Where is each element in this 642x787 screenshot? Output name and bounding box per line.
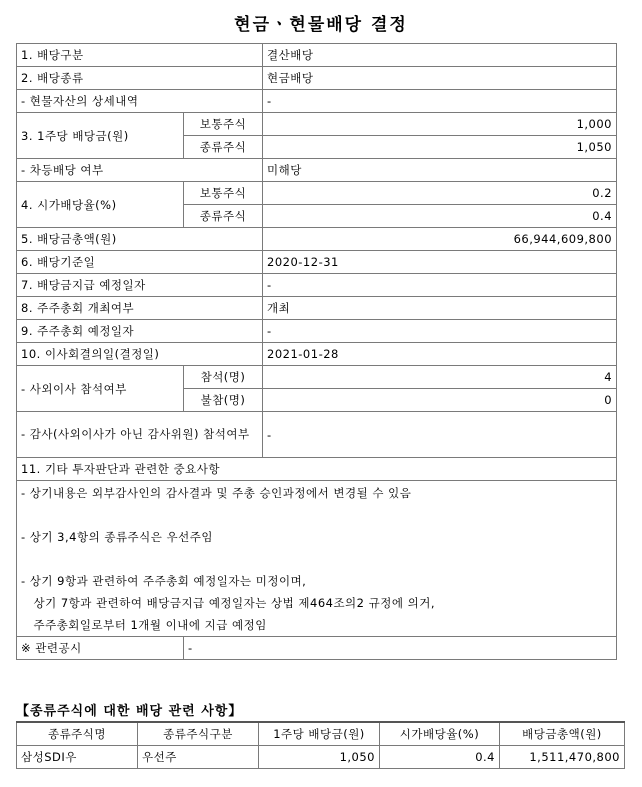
table-row	[17, 182, 617, 205]
row-label: - 감사(사외이사가 아닌 감사위원) 참석여부	[17, 412, 263, 458]
row-value: 개최	[263, 297, 617, 320]
preferred-section-heading: 【종류주식에 대한 배당 관련 사항】	[16, 704, 243, 719]
column-header: 1주당 배당금(원)	[259, 722, 380, 746]
table-row	[17, 366, 617, 389]
row-value: -	[263, 274, 617, 297]
preferred-dividend-table	[16, 721, 625, 769]
row-label: 2. 배당종류	[17, 67, 263, 90]
table-header-row	[17, 722, 625, 746]
row-label: 6. 배당기준일	[17, 251, 263, 274]
section-heading: 11. 기타 투자판단과 관련한 중요사항	[17, 458, 617, 481]
table-row	[17, 297, 617, 320]
dividend-decision-table	[16, 43, 617, 660]
table-row	[17, 481, 617, 637]
row-label: 7. 배당금지급 예정일자	[17, 274, 263, 297]
row-label: ※ 관련공시	[17, 637, 184, 660]
sub-label: 불참(명)	[184, 389, 263, 412]
row-label: 4. 시가배당율(%)	[17, 182, 184, 228]
row-value: 현금배당	[263, 67, 617, 90]
row-value: 미해당	[263, 159, 617, 182]
table-row	[17, 343, 617, 366]
sub-label: 참석(명)	[184, 366, 263, 389]
table-row	[17, 251, 617, 274]
table-cell: 삼성SDI우	[17, 746, 138, 769]
table-cell: 1,050	[259, 746, 380, 769]
row-value: 1,000	[263, 113, 617, 136]
row-value: -	[263, 320, 617, 343]
row-value: 0	[263, 389, 617, 412]
notes-text: - 상기내용은 외부감사인의 감사결과 및 주총 승인과정에서 변경될 수 있음 - 상기 3,4항의 종류주식은 우선주임 - 상기 9항과 관련하여 주주총회 예정일자는 미정이며, 상기 7항과 관련하여 배당금지급 예정일자는 상법 제464조의2 규정에 의거, 주주총회일로부터 1개월 이내에 지급 예정임	[17, 481, 617, 637]
column-header: 시가배당율(%)	[380, 722, 500, 746]
row-value: 0.2	[263, 182, 617, 205]
row-label: 1. 배당구분	[17, 44, 263, 67]
row-label: 3. 1주당 배당금(원)	[17, 113, 184, 159]
document-title: 현금ㆍ현물배당 결정	[234, 15, 408, 35]
sub-label: 종류주식	[184, 136, 263, 159]
row-label: - 차등배당 여부	[17, 159, 263, 182]
column-header: 종류주식명	[17, 722, 138, 746]
row-label: 9. 주주총회 예정일자	[17, 320, 263, 343]
table-row	[17, 320, 617, 343]
table-row	[17, 746, 625, 769]
table-row	[17, 90, 617, 113]
table-row	[17, 274, 617, 297]
table-row	[17, 159, 617, 182]
sub-label: 보통주식	[184, 113, 263, 136]
row-value: -	[263, 412, 617, 458]
table-row	[17, 44, 617, 67]
row-value: -	[263, 90, 617, 113]
row-value: 2020-12-31	[263, 251, 617, 274]
table-row	[17, 412, 617, 458]
row-label: - 현물자산의 상세내역	[17, 90, 263, 113]
table-cell: 우선주	[138, 746, 259, 769]
row-value: 2021-01-28	[263, 343, 617, 366]
column-header: 배당금총액(원)	[500, 722, 625, 746]
row-label: 8. 주주총회 개최여부	[17, 297, 263, 320]
table-cell: 0.4	[380, 746, 500, 769]
row-value: 결산배당	[263, 44, 617, 67]
sub-label: 종류주식	[184, 205, 263, 228]
row-value: 0.4	[263, 205, 617, 228]
row-value: -	[184, 637, 617, 660]
sub-label: 보통주식	[184, 182, 263, 205]
row-label: 10. 이사회결의일(결정일)	[17, 343, 263, 366]
table-row	[17, 67, 617, 90]
table-cell: 1,511,470,800	[500, 746, 625, 769]
table-row	[17, 458, 617, 481]
row-value: 4	[263, 366, 617, 389]
row-label: 5. 배당금총액(원)	[17, 228, 263, 251]
row-value: 66,944,609,800	[263, 228, 617, 251]
table-row	[17, 113, 617, 136]
row-label: - 사외이사 참석여부	[17, 366, 184, 412]
column-header: 종류주식구분	[138, 722, 259, 746]
table-row	[17, 228, 617, 251]
table-row	[17, 637, 617, 660]
row-value: 1,050	[263, 136, 617, 159]
